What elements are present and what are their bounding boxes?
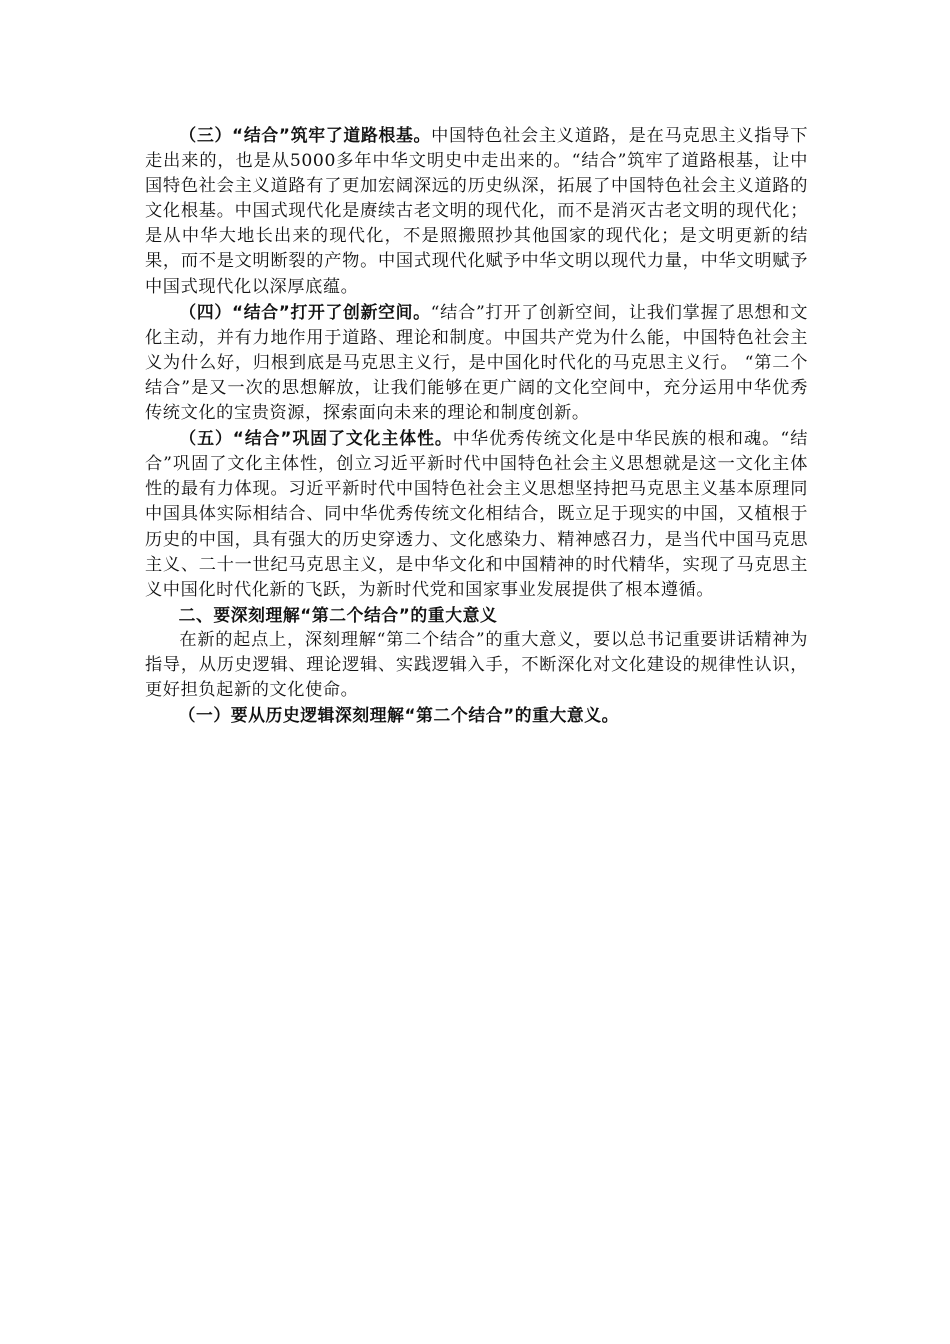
section-3-lead: （三）“结合”筑牢了道路根基。: [179, 125, 432, 145]
section-4-text: “结合”打开了创新空间，让我们掌握了思想和文化主动，并有力地作用于道路、理论和制度。中国共产党为什么能，中国特色社会主义为什么好，归根到底是马克思主义行，是中国化时代化的马克思主义行。 “第二个结合”是又一次的思想解放，让我们能够在更广阔的文化空间中，充分运用中华优秀传统文化的宝贵资源，探索面向未来的理论和制度创新。: [145, 302, 809, 424]
heading-part-2-sub-1: （一）要从历史逻辑深刻理解“第二个结合”的重大意义。: [178, 705, 620, 726]
paragraph-part-2-intro: 在新的起点上，深刻理解“第二个结合”的重大意义，要以总书记重要讲话精神为指导，从历史逻辑、理论逻辑、实践逻辑入手，不断深化对文化建设的规律性认识，更好担负起新的文化使命。: [145, 629, 808, 701]
document-body: [145, 123, 808, 728]
paragraph-section-3: [145, 123, 808, 300]
section-5-lead: （五）“结合”巩固了文化主体性。: [179, 428, 453, 449]
paragraph-section-4: [145, 300, 808, 426]
heading-part-2: 二、要深刻理解“第二个结合”的重大意义: [178, 604, 498, 625]
section-5-text: 中华优秀传统文化是中华民族的根和魂。“结合”巩固了文化主体性，创立习近平新时代中国特色社会主义思想就是这一文化主体性的最有力体现。习近平新时代中国特色社会主义思想坚持把马克思主义基本原理同中国具体实际相结合、同中华优秀传统文化相结合，既立足于现实的中国，又植根于历史的中国，具有强大的历史穿透力、文化感染力、精神感召力，是当代中国马克思主义、二十一世纪马克思主义，是中华文化和中国精神的时代精华，实现了马克思主义中国化时代化新的飞跃，为新时代党和国家事业发展提供了根本遵循。: [145, 429, 808, 600]
paragraph-section-5: [145, 426, 808, 603]
section-3-text: 中国特色社会主义道路，是在马克思主义指导下走出来的，也是从5000多年中华文明史中走出来的。“结合”筑牢了道路根基，让中国特色社会主义道路有了更加宏阔深远的历史纵深，拓展了中国特色社会主义道路的文化根基。中国式现代化是赓续古老文明的现代化，而不是消灭古老文明的现代化；是从中华大地长出来的现代化，不是照搬照抄其他国家的现代化；是文明更新的结果，而不是文明断裂的产物。中国式现代化赋予中华文明以现代力量，中华文明赋予中国式现代化以深厚底蕴。: [145, 126, 809, 297]
section-4-lead: （四）“结合”打开了创新空间。: [179, 301, 431, 322]
